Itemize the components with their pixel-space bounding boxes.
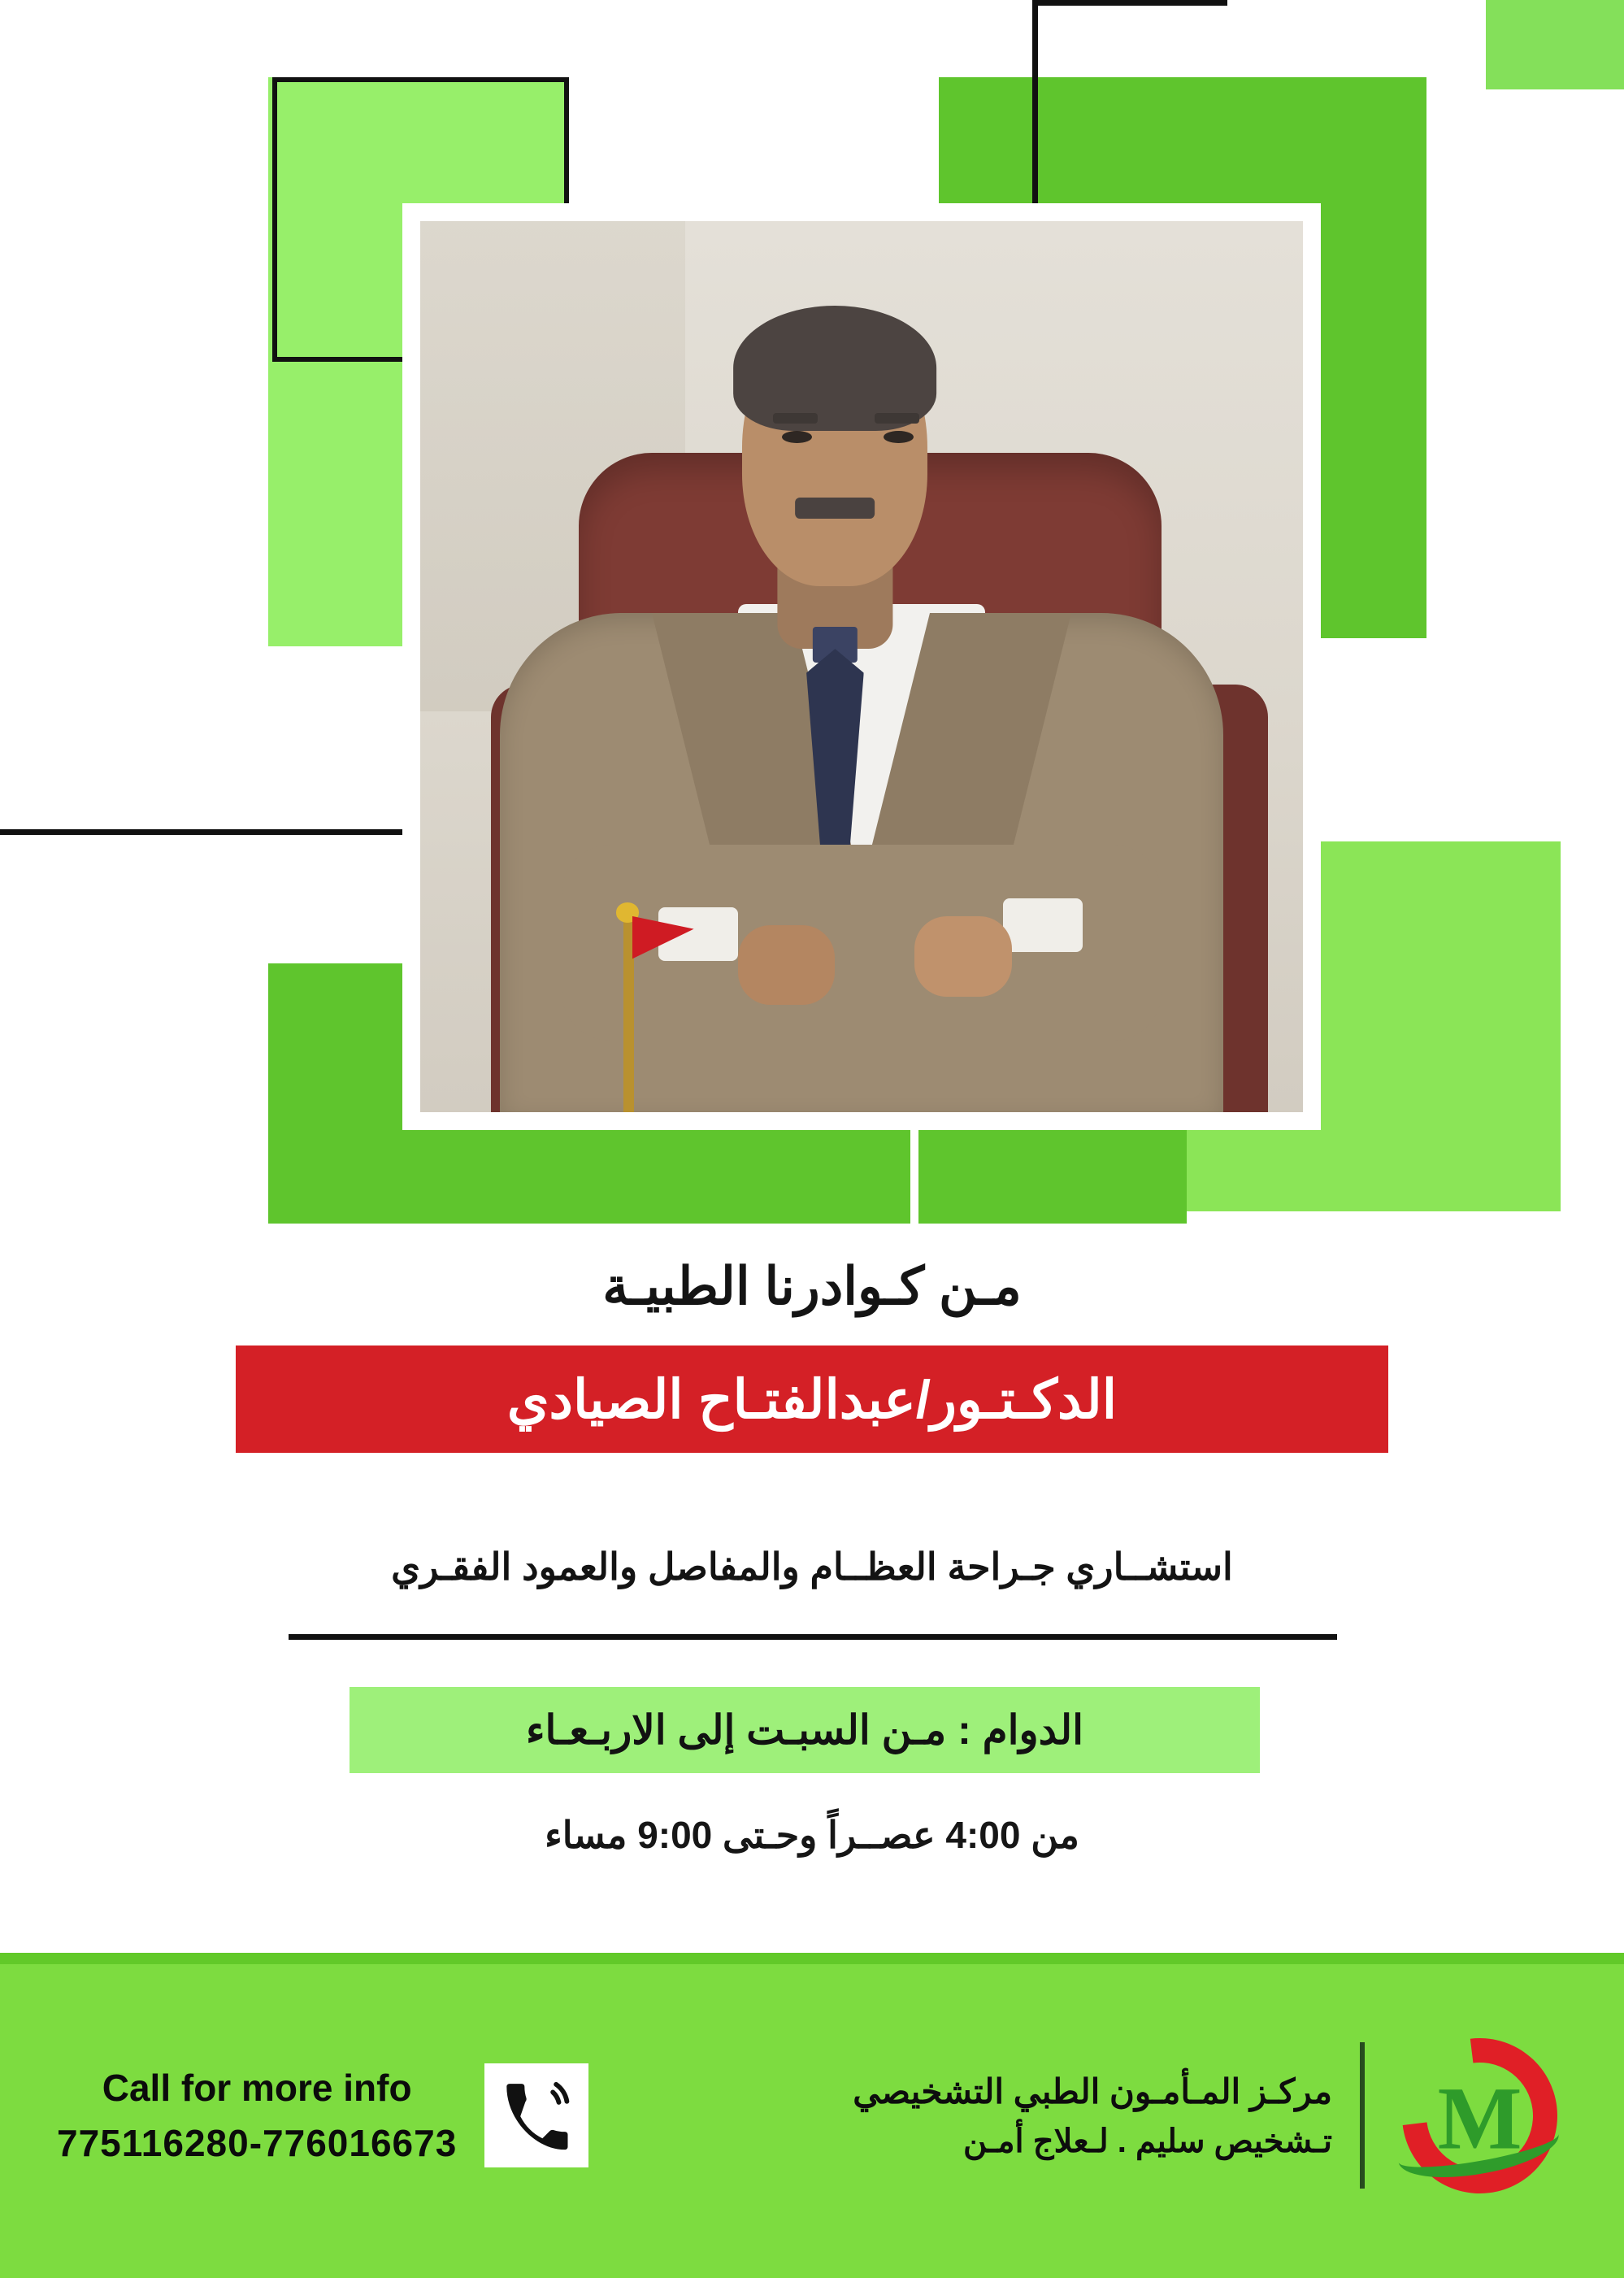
eye-right bbox=[884, 431, 914, 443]
call-label: Call for more info bbox=[102, 2067, 412, 2109]
clinic-text bbox=[853, 2072, 1332, 2160]
clinic-name: مركـز المـأمـون الطبي التشخيصي bbox=[853, 2072, 1332, 2111]
footer-divider bbox=[1360, 2042, 1365, 2189]
headline: مـن كـوادرنا الطبيـة bbox=[602, 1257, 1022, 1315]
decor-block-top-right bbox=[1486, 0, 1624, 89]
footer-content bbox=[0, 1953, 1624, 2278]
eye-left bbox=[782, 431, 812, 443]
doctor-name-band bbox=[236, 1345, 1388, 1453]
moustache bbox=[796, 498, 875, 519]
contact-text bbox=[57, 2066, 457, 2165]
hand-right bbox=[914, 916, 1011, 997]
hand-left bbox=[738, 925, 835, 1006]
footer-bar bbox=[0, 1953, 1624, 2278]
doctor-specialty: استشــاري جـراحة العظــام والمفاصل والعمود الفقـري bbox=[391, 1545, 1233, 1588]
divider-rule bbox=[289, 1634, 1337, 1640]
contact-block bbox=[57, 2063, 588, 2167]
hair bbox=[734, 306, 937, 430]
decor-line-horizontal-top bbox=[1032, 0, 1227, 6]
eyebrow-right bbox=[875, 413, 918, 424]
schedule-days: الدوام : مـن السبـت إلى الاربـعـاء bbox=[526, 1707, 1083, 1753]
doctor-photo bbox=[420, 221, 1303, 1112]
phone-icon-box bbox=[484, 2063, 588, 2167]
clinic-slogan: تـشخيص سليم . لـعلاج أمـن bbox=[962, 2123, 1332, 2159]
phone-icon bbox=[501, 2080, 572, 2151]
clinic-logo-icon bbox=[1392, 2028, 1567, 2203]
eyebrow-left bbox=[773, 413, 817, 424]
decor-line-horizontal-left bbox=[0, 829, 406, 835]
clinic-brand bbox=[853, 2028, 1567, 2203]
logo-letter: M bbox=[1437, 2068, 1522, 2168]
decor-line-vertical-top bbox=[1032, 0, 1038, 207]
phone-numbers[interactable]: 775116280-776016673 bbox=[57, 2122, 458, 2164]
shirt-cuff-right bbox=[1003, 898, 1083, 952]
doctor-name: الدكـتـور/عبدالفتـاح الصيادي bbox=[506, 1368, 1118, 1429]
schedule-band bbox=[350, 1687, 1260, 1773]
schedule-hours: من 4:00 عصــراً وحـتى 9:00 مساء bbox=[545, 1814, 1079, 1856]
doctor-photo-frame bbox=[402, 203, 1321, 1130]
